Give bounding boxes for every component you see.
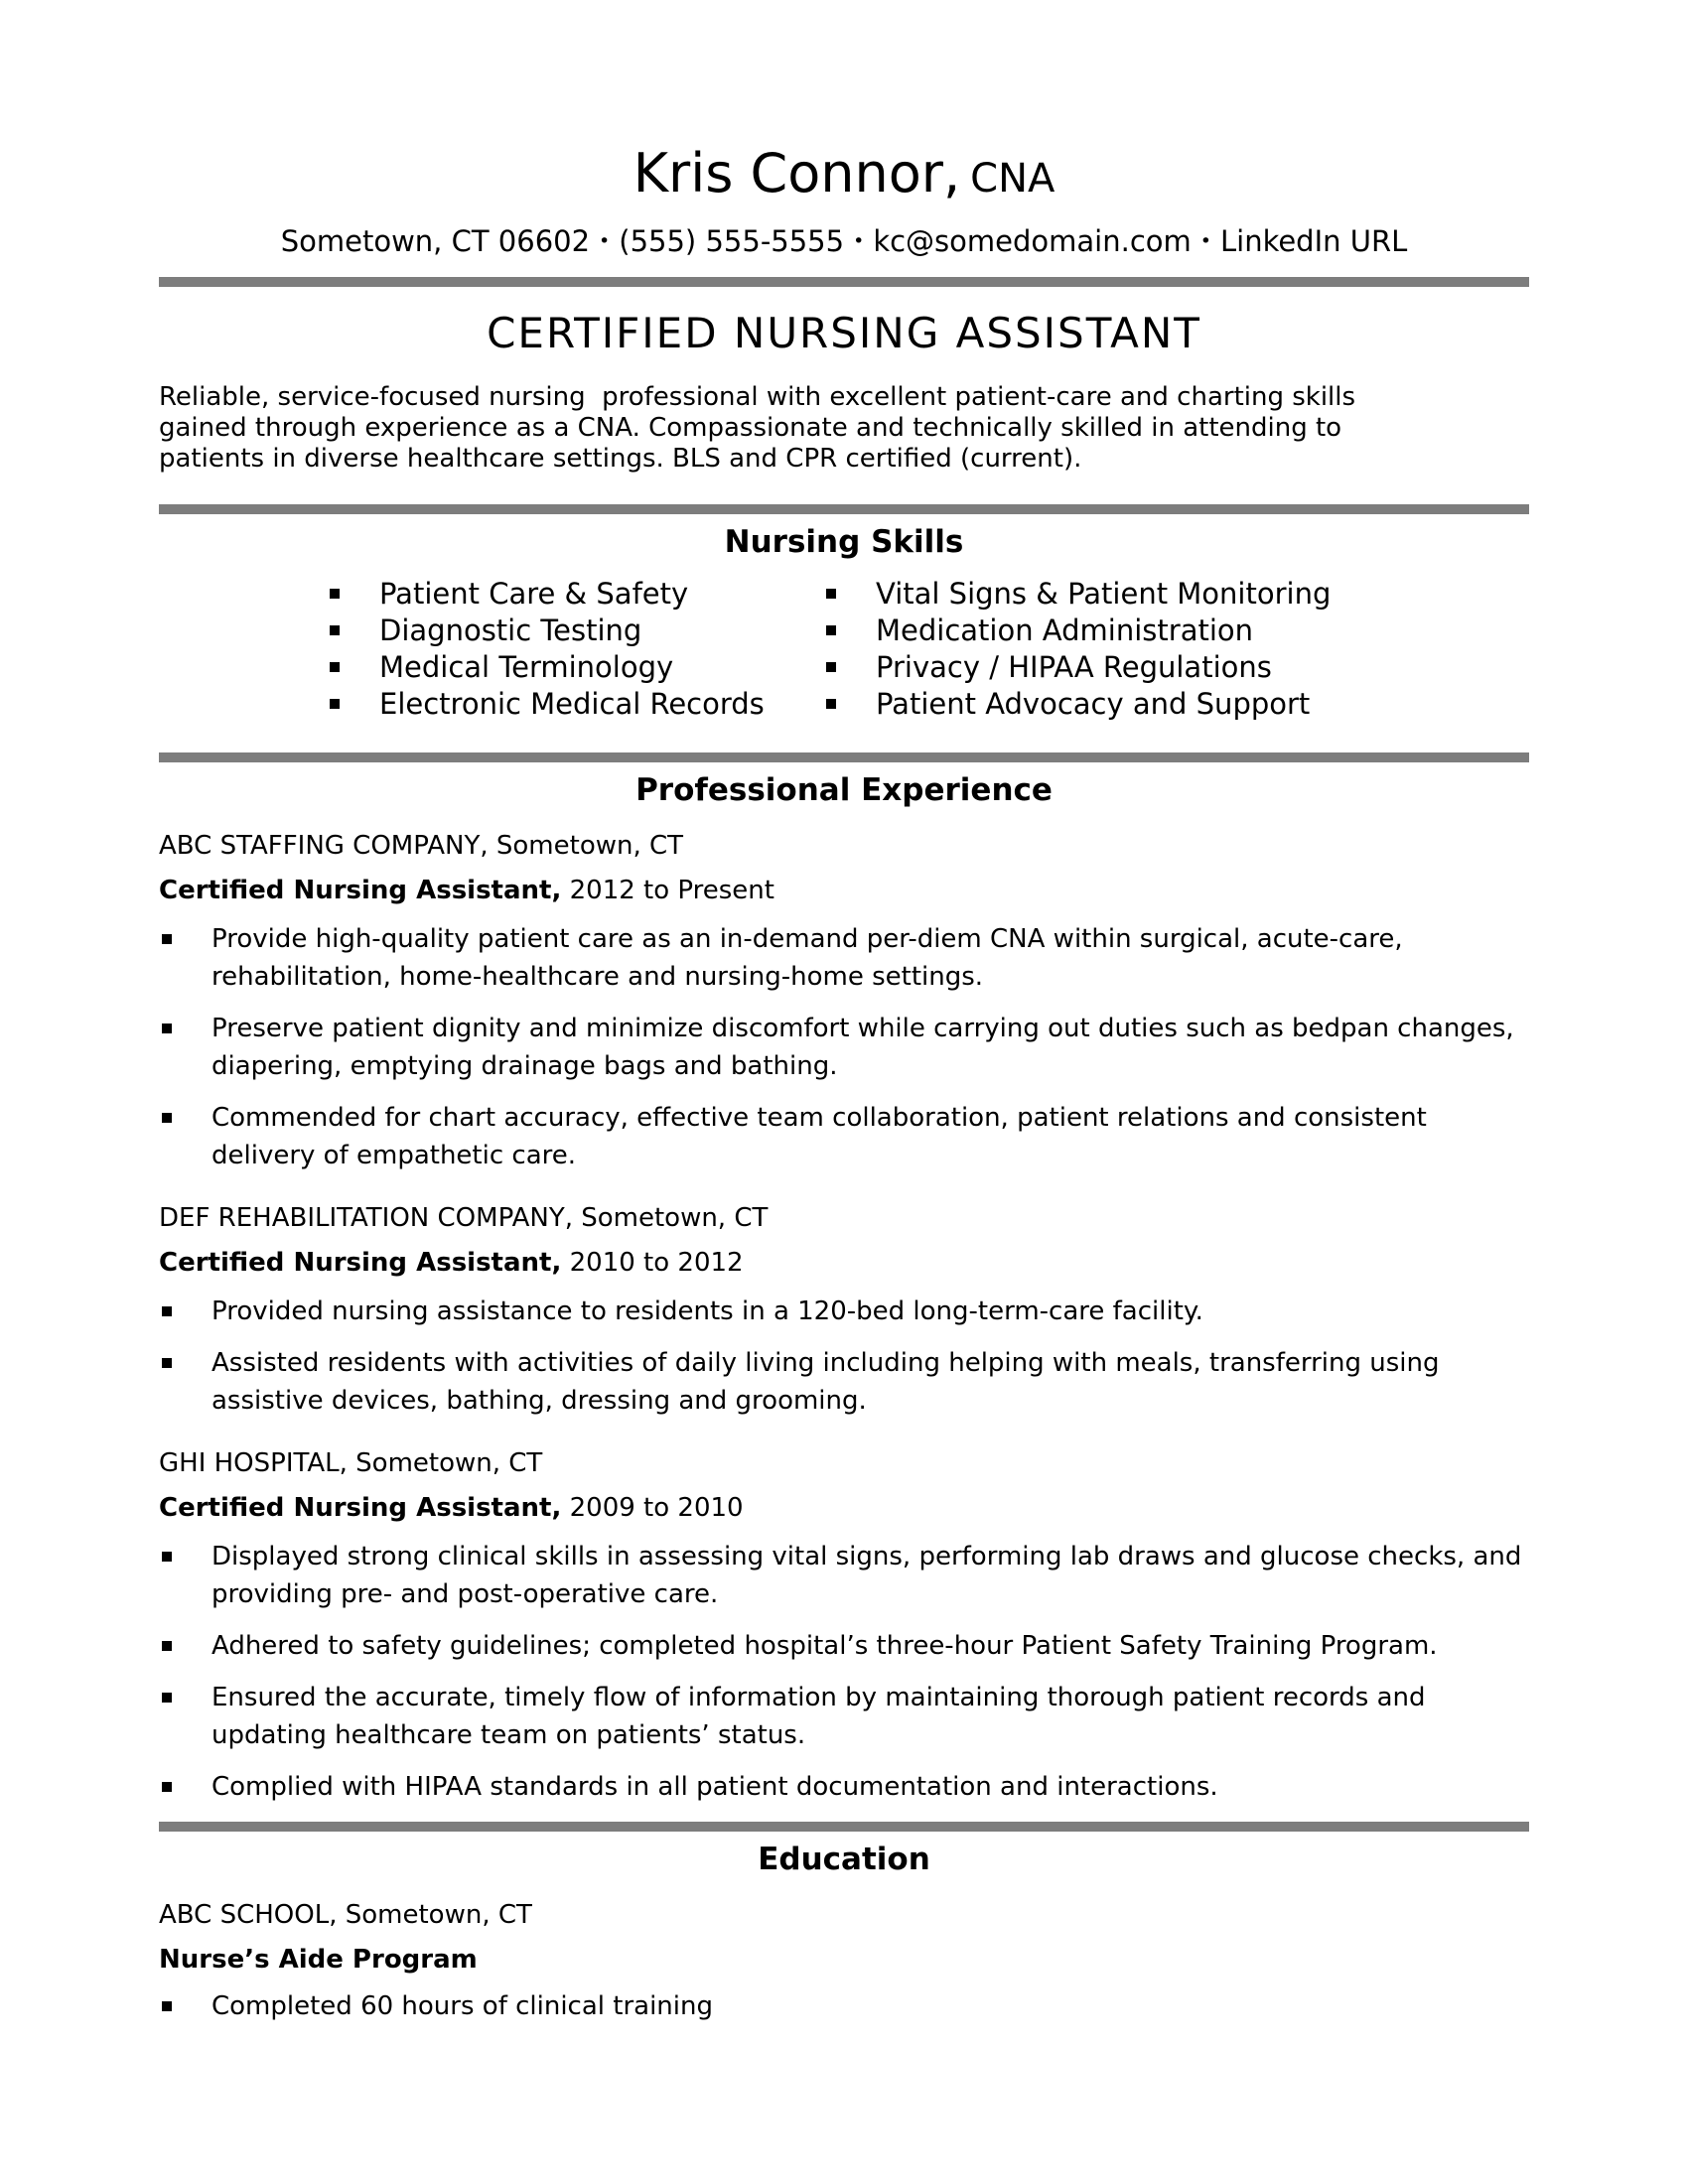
company-line: DEF REHABILITATION COMPANY, Sometown, CT: [159, 1203, 769, 1233]
bullet-marker: [162, 1552, 172, 1562]
summary-paragraph: [159, 382, 1529, 475]
contact-separator-icon: •: [599, 230, 611, 252]
bullet-marker: [826, 625, 836, 635]
job-title: Certified Nursing Assistant,: [159, 1248, 562, 1278]
contact-line: [159, 223, 1529, 259]
job-entry: [159, 1447, 1529, 1806]
name-text: Kris Connor,: [633, 142, 961, 205]
skill-item: [826, 576, 1529, 613]
skill-item: [330, 576, 826, 613]
bullet-marker: [162, 1306, 172, 1316]
contact-separator-icon: •: [1199, 230, 1211, 252]
skills-heading: Nursing Skills: [724, 524, 964, 560]
bullet-marker: [330, 625, 340, 635]
skill-label: Medical Terminology: [379, 650, 674, 684]
experience-bullet: [159, 1679, 1529, 1754]
skill-label: Diagnostic Testing: [379, 614, 642, 647]
summary-line: gained through experience as a CNA. Compassionate and technically skilled in attending to: [159, 413, 1342, 443]
bullet-marker: [162, 934, 172, 944]
skill-item: [330, 686, 826, 723]
bullet-marker: [826, 662, 836, 672]
skill-label: Medication Administration: [876, 614, 1254, 647]
job-title: Certified Nursing Assistant,: [159, 876, 562, 905]
skill-label: Vital Signs & Patient Monitoring: [876, 577, 1332, 611]
bullet-text: Complied with HIPAA standards in all patient documentation and interactions.: [211, 1772, 1218, 1802]
bullet-marker: [162, 1782, 172, 1792]
skill-item: [330, 613, 826, 649]
bullet-marker: [162, 1358, 172, 1368]
bullet-marker: [162, 1024, 172, 1033]
skill-label: Privacy / HIPAA Regulations: [876, 650, 1272, 684]
job-entry: [159, 830, 1529, 1174]
skill-item: [826, 649, 1529, 686]
contact-linkedin: LinkedIn URL: [1219, 224, 1408, 258]
experience-bullet: [159, 1293, 1529, 1330]
job-title-line: [159, 875, 1529, 906]
bullet-text: Ensured the accurate, timely flow of information by maintaining thorough patient records and updating healthcare team on patients’ status.: [211, 1683, 1426, 1750]
person-name: [159, 143, 1529, 209]
program-line: Nurse’s Aide Program: [159, 1945, 478, 1975]
job-entry: [159, 1202, 1529, 1420]
section-divider: [159, 1822, 1529, 1832]
summary-line: patients in diverse healthcare settings. BLS and CPR certified (current).: [159, 444, 1082, 474]
skill-item: [826, 613, 1529, 649]
school-line: ABC SCHOOL, Sometown, CT: [159, 1900, 532, 1930]
skill-item: [330, 649, 826, 686]
summary-line: Reliable, service-focused nursing professional with excellent patient-care and charting skills: [159, 382, 1356, 412]
skill-label: Electronic Medical Records: [379, 687, 765, 721]
bullet-marker: [330, 662, 340, 672]
company-line: GHI HOSPITAL, Sometown, CT: [159, 1448, 543, 1478]
education-heading: Education: [758, 1842, 930, 1877]
experience-heading: Professional Experience: [635, 772, 1053, 808]
education-bullet: [159, 1987, 1529, 2025]
section-divider: [159, 277, 1529, 287]
bullet-text: Provided nursing assistance to residents in a 120-bed long-term-care facility.: [211, 1297, 1203, 1326]
contact-location: Sometown, CT 06602: [280, 224, 591, 258]
section-divider: [159, 752, 1529, 762]
skill-label: Patient Care & Safety: [379, 577, 689, 611]
bullet-text: Preserve patient dignity and minimize discomfort while carrying out duties such as bedpan changes, diapering, emptying drainage bags and bathing.: [211, 1014, 1514, 1081]
bullet-text: Commended for chart accuracy, effective team collaboration, patient relations and consistent delivery of empathetic care.: [211, 1103, 1427, 1170]
job-dates: 2010 to 2012: [569, 1248, 744, 1278]
job-title-line: [159, 1247, 1529, 1279]
bullet-text: Provide high-quality patient care as an in-demand per-diem CNA within surgical, acute-care, rehabilitation, home-healthcare and nursing-home settings.: [211, 924, 1403, 992]
bullet-marker: [162, 1641, 172, 1651]
bullet-marker: [162, 1693, 172, 1703]
contact-phone: (555) 555-5555: [619, 224, 845, 258]
job-title: Certified Nursing Assistant,: [159, 1493, 562, 1523]
contact-email: kc@somedomain.com: [873, 224, 1192, 258]
bullet-marker: [826, 589, 836, 599]
job-dates: 2009 to 2010: [569, 1493, 744, 1523]
job-title-line: [159, 1492, 1529, 1524]
skills-column-left: [330, 576, 826, 723]
bullet-marker: [330, 589, 340, 599]
bullet-marker: [826, 699, 836, 709]
experience-bullet: [159, 1099, 1529, 1174]
section-divider: [159, 504, 1529, 514]
company-line: ABC STAFFING COMPANY, Sometown, CT: [159, 831, 684, 861]
experience-bullet: [159, 920, 1529, 996]
experience-bullet: [159, 1010, 1529, 1085]
experience-bullet: [159, 1344, 1529, 1420]
job-dates: 2012 to Present: [569, 876, 774, 905]
bullet-marker: [162, 2001, 172, 2011]
experience-bullet: [159, 1538, 1529, 1613]
resume-title: CERTIFIED NURSING ASSISTANT: [487, 309, 1201, 357]
skills-column-right: [826, 576, 1529, 723]
experience-bullet: [159, 1627, 1529, 1665]
skills-list: [159, 576, 1529, 723]
credential-text: CNA: [970, 156, 1055, 202]
bullet-text: Completed 60 hours of clinical training: [211, 1991, 713, 2021]
bullet-text: Assisted residents with activities of daily living including helping with meals, transferring using assistive devices, bathing, dressing and grooming.: [211, 1348, 1440, 1416]
skill-label: Patient Advocacy and Support: [876, 687, 1311, 721]
bullet-text: Adhered to safety guidelines; completed hospital’s three-hour Patient Safety Training Program.: [211, 1631, 1438, 1661]
bullet-text: Displayed strong clinical skills in assessing vital signs, performing lab draws and glucose checks, and providing pre- and post-operative care.: [211, 1542, 1522, 1609]
bullet-marker: [330, 699, 340, 709]
experience-bullet: [159, 1768, 1529, 1806]
contact-separator-icon: •: [853, 230, 865, 252]
skill-item: [826, 686, 1529, 723]
bullet-marker: [162, 1113, 172, 1123]
